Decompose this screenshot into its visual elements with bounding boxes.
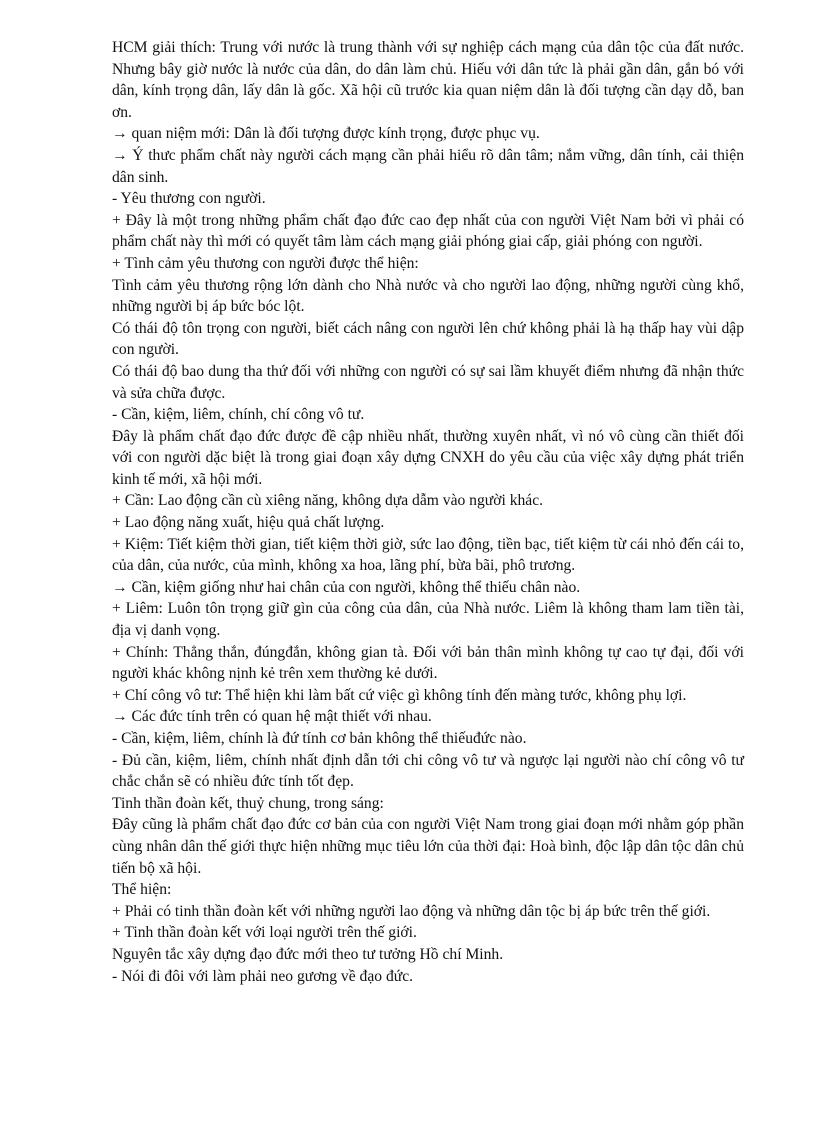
paragraph-7: Tình cảm yêu thương rộng lớn dành cho Nhà nước và cho người lao động, những người cùng khổ, những người bị áp bức bóc lột. <box>112 276 744 316</box>
paragraph-6: + Tình cảm yêu thương con người được thể hiện: <box>112 254 419 272</box>
paragraph-11: Đây là phẩm chất đạo đức được đề cập nhiều nhất, thường xuyên nhất, vì nó vô cùng cần thiết đối với con người dặc biệt là trong giai đoạn xây dựng CNXH do yêu cầu của việc xây dựng phát triển kinh tế mới, xã hội mới. <box>112 427 744 488</box>
paragraph-16: + Liêm: Luôn tôn trọng giữ gìn của công của dân, của Nhà nước. Liêm là không tham lam tiền tài, địa vị danh vọng. <box>112 600 744 640</box>
document-page <box>112 37 744 987</box>
paragraph-25: + Phải có tinh thần đoàn kết với những người lao động và những dân tộc bị áp bức trên thế giới. <box>112 902 711 920</box>
paragraph-17: + Chính: Thẳng thắn, đúngđắn, không gian tà. Đối với bản thân mình không tự cao tự đại, đối với người khác không nịnh kẻ trên xem thường kẻ dưới. <box>112 643 744 683</box>
paragraph-19: → Các đức tính trên có quan hệ mật thiết với nhau. <box>112 708 432 726</box>
paragraph-13: + Lao động năng xuất, hiệu quả chất lượng. <box>112 514 385 532</box>
paragraph-24: Thể hiện: <box>112 881 172 899</box>
paragraph-5: + Đây là một trong những phẩm chất đạo đức cao đẹp nhất của con người Việt Nam bởi vì phải có phẩm chất này thì mới có quyết tâm làm cách mạng giải phóng giai cấp, giải phóng con người. <box>112 211 744 251</box>
paragraph-4: - Yêu thương con người. <box>112 190 266 208</box>
paragraph-14: + Kiệm: Tiết kiệm thời gian, tiết kiệm thời giờ, sức lao động, tiền bạc, tiết kiệm từ cái nhỏ đến cái to, của dân, của nước, của mình, không xa hoa, lãng phí, bừa bãi, phô trương. <box>112 535 744 575</box>
paragraph-28: - Nói đi đôi với làm phải neo gương về đạo đức. <box>112 967 414 985</box>
paragraph-21: - Đủ cần, kiệm, liêm, chính nhất định dẫn tới chi công vô tư và ngược lại người nào chí công vô tư chắc chắn sẽ có nhiều đức tính tốt đẹp. <box>112 751 744 791</box>
paragraph-10: - Cần, kiệm, liêm, chính, chí công vô tư. <box>112 406 365 424</box>
paragraph-27: Nguyên tắc xây dựng đạo đức mới theo tư tưởng Hồ chí Minh. <box>112 945 504 963</box>
paragraph-8: Có thái độ tôn trọng con người, biết cách nâng con người lên chứ không phải là hạ thấp hay vùi dập con người. <box>112 319 744 359</box>
paragraph-23: Đây cũng là phẩm chất đạo đức cơ bản của con người Việt Nam trong giai đoạn mới nhằm góp phần cùng nhân dân thế giới thực hiện những mục tiêu lớn của thời đại: Hoà bình, độc lập dân tộc dân chủ tiến bộ xã hội. <box>112 816 744 877</box>
paragraph-2: → quan niệm mới: Dân là đối tượng được kính trọng, được phục vụ. <box>112 125 540 143</box>
paragraph-20: - Cần, kiệm, liêm, chính là đứ tính cơ bản không thể thiếuđức nào. <box>112 730 527 747</box>
paragraph-18: + Chí công vô tư: Thể hiện khi làm bất cứ việc gì không tính đến màng tước, không phụ lợi. <box>112 686 687 704</box>
paragraph-1: HCM giải thích: Trung với nước là trung thành với sự nghiệp cách mạng của dân tộc của đất nước. Nhưng bây giờ nước là nước của dân, do dân làm chủ. Hiếu với dân tức là phải gần dân, gắn bó với dân, kính trọng dân, lấy dân là gốc. Xã hội cũ trước kia quan niệm dân là đối tượng cần dạy dỗ, ban ơn. <box>112 39 744 121</box>
paragraph-15: → Cần, kiệm giống như hai chân của con người, không thể thiếu chân nào. <box>112 578 581 596</box>
paragraph-3: → Ý thưc phẩm chất này người cách mạng cần phải hiểu rõ dân tâm; nắm vững, dân tính, cải thiện dân sinh. <box>112 146 744 186</box>
paragraph-22: Tinh thần đoàn kết, thuỷ chung, trong sáng: <box>112 794 384 812</box>
paragraph-26: + Tinh thần đoàn kết với loại người trên thế giới. <box>112 924 417 942</box>
paragraph-9: Có thái độ bao dung tha thứ đối với những con người có sự sai lầm khuyết điểm nhưng đã nhận thức và sửa chữa được. <box>112 362 744 402</box>
paragraph-12: + Cần: Lao động cần cù xiêng năng, không dựa dẫm vào người khác. <box>112 492 544 510</box>
